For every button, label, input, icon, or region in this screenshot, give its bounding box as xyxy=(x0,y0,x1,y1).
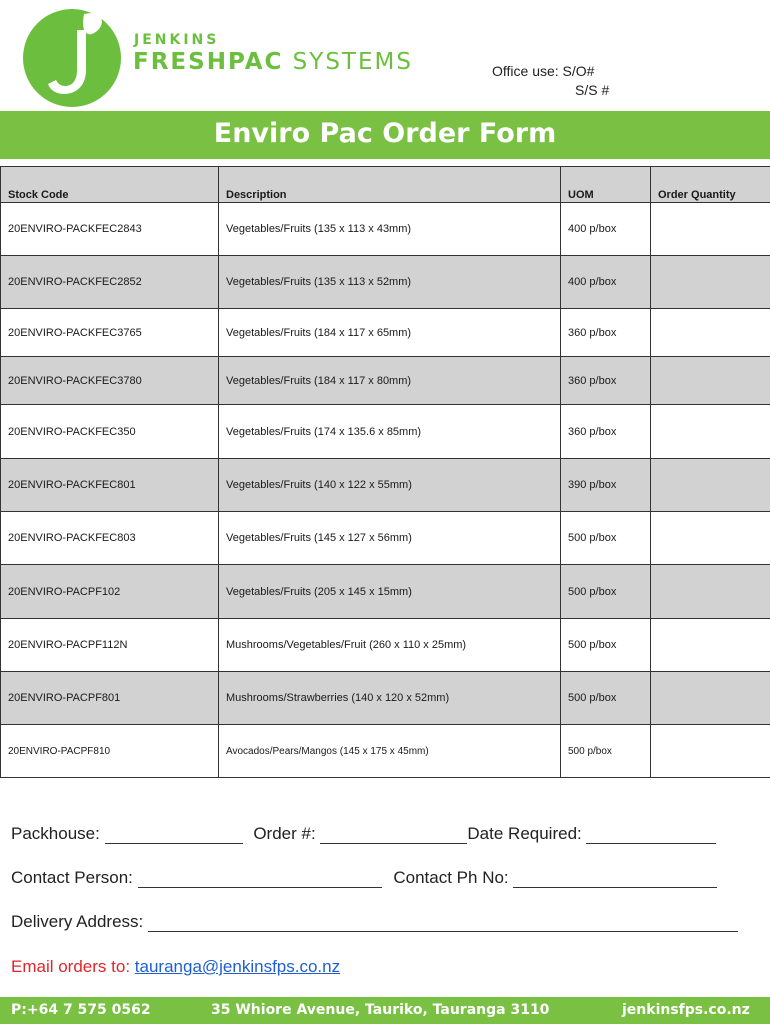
title-banner xyxy=(0,111,770,159)
uom-cell: 400 p/box xyxy=(561,256,651,309)
footer-phone: P:+64 7 575 0562 xyxy=(11,1002,151,1018)
contact-person-label: Contact Person: xyxy=(11,868,133,887)
stock-code-cell: 20ENVIRO-PACKFEC3780 xyxy=(1,357,219,405)
description-cell: Vegetables/Fruits (135 x 113 x 43mm) xyxy=(219,203,561,256)
table-row xyxy=(1,357,770,405)
table-row xyxy=(1,672,770,725)
date-required-label: Date Required: xyxy=(467,824,582,843)
stock-code-cell: 20ENVIRO-PACPF112N xyxy=(1,619,219,672)
uom-cell: 500 p/box xyxy=(561,672,651,725)
email-link[interactable]: tauranga@jenkinsfps.co.nz xyxy=(134,957,341,976)
packhouse-field[interactable] xyxy=(105,825,243,844)
office-use-block xyxy=(492,62,609,100)
page-title: Enviro Pac Order Form xyxy=(213,118,557,149)
uom-cell: 360 p/box xyxy=(561,309,651,357)
stock-code-cell: 20ENVIRO-PACKFEC801 xyxy=(1,459,219,512)
description-cell: Vegetables/Fruits (174 x 135.6 x 85mm) xyxy=(219,405,561,459)
email-label: Email orders to: xyxy=(11,957,131,976)
table-row xyxy=(1,459,770,512)
form-row-2 xyxy=(11,868,717,888)
order-number-field[interactable] xyxy=(320,825,467,844)
table-row xyxy=(1,405,770,459)
order-quantity-cell[interactable] xyxy=(651,672,770,725)
footer-website: jenkinsfps.co.nz xyxy=(622,1002,750,1018)
uom-cell: 400 p/box xyxy=(561,203,651,256)
stock-code-cell: 20ENVIRO-PACKFEC803 xyxy=(1,512,219,565)
description-cell: Vegetables/Fruits (205 x 145 x 15mm) xyxy=(219,565,561,619)
description-cell: Vegetables/Fruits (145 x 127 x 56mm) xyxy=(219,512,561,565)
order-quantity-cell[interactable] xyxy=(651,512,770,565)
order-quantity-cell[interactable] xyxy=(651,309,770,357)
contact-person-field[interactable] xyxy=(138,869,382,888)
packhouse-label: Packhouse: xyxy=(11,824,100,843)
stock-code-cell: 20ENVIRO-PACKFEC2852 xyxy=(1,256,219,309)
order-quantity-cell[interactable] xyxy=(651,357,770,405)
office-use-so: Office use: S/O# xyxy=(492,63,595,79)
order-table xyxy=(0,166,770,778)
uom-cell: 500 p/box xyxy=(561,512,651,565)
order-quantity-cell[interactable] xyxy=(651,725,770,778)
description-cell: Avocados/Pears/Mangos (145 x 175 x 45mm) xyxy=(219,725,561,778)
uom-cell: 500 p/box xyxy=(561,619,651,672)
order-quantity-cell[interactable] xyxy=(651,619,770,672)
description-cell: Vegetables/Fruits (135 x 113 x 52mm) xyxy=(219,256,561,309)
order-quantity-cell[interactable] xyxy=(651,203,770,256)
brand-systems: SYSTEMS xyxy=(283,49,413,75)
form-row-3 xyxy=(11,912,738,932)
order-quantity-cell[interactable] xyxy=(651,405,770,459)
order-quantity-cell[interactable] xyxy=(651,459,770,512)
table-row xyxy=(1,512,770,565)
header-description: Description xyxy=(219,167,561,203)
table-row xyxy=(1,619,770,672)
date-required-field[interactable] xyxy=(586,825,716,844)
stock-code-cell: 20ENVIRO-PACKFEC350 xyxy=(1,405,219,459)
description-cell: Vegetables/Fruits (184 x 117 x 65mm) xyxy=(219,309,561,357)
email-line xyxy=(11,957,340,977)
order-quantity-cell[interactable] xyxy=(651,565,770,619)
footer-address: 35 Whiore Avenue, Tauriko, Tauranga 3110 xyxy=(211,1002,550,1018)
stock-code-cell: 20ENVIRO-PACPF810 xyxy=(1,725,219,778)
table-row xyxy=(1,256,770,309)
table-row xyxy=(1,725,770,778)
stock-code-cell: 20ENVIRO-PACKFEC2843 xyxy=(1,203,219,256)
order-quantity-cell[interactable] xyxy=(651,256,770,309)
uom-cell: 390 p/box xyxy=(561,459,651,512)
uom-cell: 500 p/box xyxy=(561,565,651,619)
table-row xyxy=(1,565,770,619)
order-number-label: Order #: xyxy=(253,824,316,843)
brand-name-top: JENKINS xyxy=(134,32,220,48)
table-header-row xyxy=(1,167,770,203)
jenkins-logo-icon xyxy=(22,8,122,108)
description-cell: Vegetables/Fruits (140 x 122 x 55mm) xyxy=(219,459,561,512)
uom-cell: 500 p/box xyxy=(561,725,651,778)
table-row xyxy=(1,203,770,256)
header-uom: UOM xyxy=(561,167,651,203)
delivery-address-label: Delivery Address: xyxy=(11,912,144,931)
stock-code-cell: 20ENVIRO-PACPF102 xyxy=(1,565,219,619)
contact-phone-label: Contact Ph No: xyxy=(393,868,509,887)
footer-bar xyxy=(0,997,770,1024)
contact-phone-field[interactable] xyxy=(513,869,717,888)
header-stock-code: Stock Code xyxy=(1,167,219,203)
delivery-address-field[interactable] xyxy=(148,913,738,932)
uom-cell: 360 p/box xyxy=(561,357,651,405)
description-cell: Mushrooms/Vegetables/Fruit (260 x 110 x 25mm) xyxy=(219,619,561,672)
uom-cell: 360 p/box xyxy=(561,405,651,459)
brand-name-bottom xyxy=(133,49,413,75)
description-cell: Mushrooms/Strawberries (140 x 120 x 52mm) xyxy=(219,672,561,725)
stock-code-cell: 20ENVIRO-PACPF801 xyxy=(1,672,219,725)
office-use-ss: S/S # xyxy=(575,82,610,98)
stock-code-cell: 20ENVIRO-PACKFEC3765 xyxy=(1,309,219,357)
table-row xyxy=(1,309,770,357)
brand-freshpac: FRESHPAC xyxy=(133,49,284,75)
header-order-quantity: Order Quantity xyxy=(651,167,770,203)
form-row-1 xyxy=(11,824,716,844)
description-cell: Vegetables/Fruits (184 x 117 x 80mm) xyxy=(219,357,561,405)
